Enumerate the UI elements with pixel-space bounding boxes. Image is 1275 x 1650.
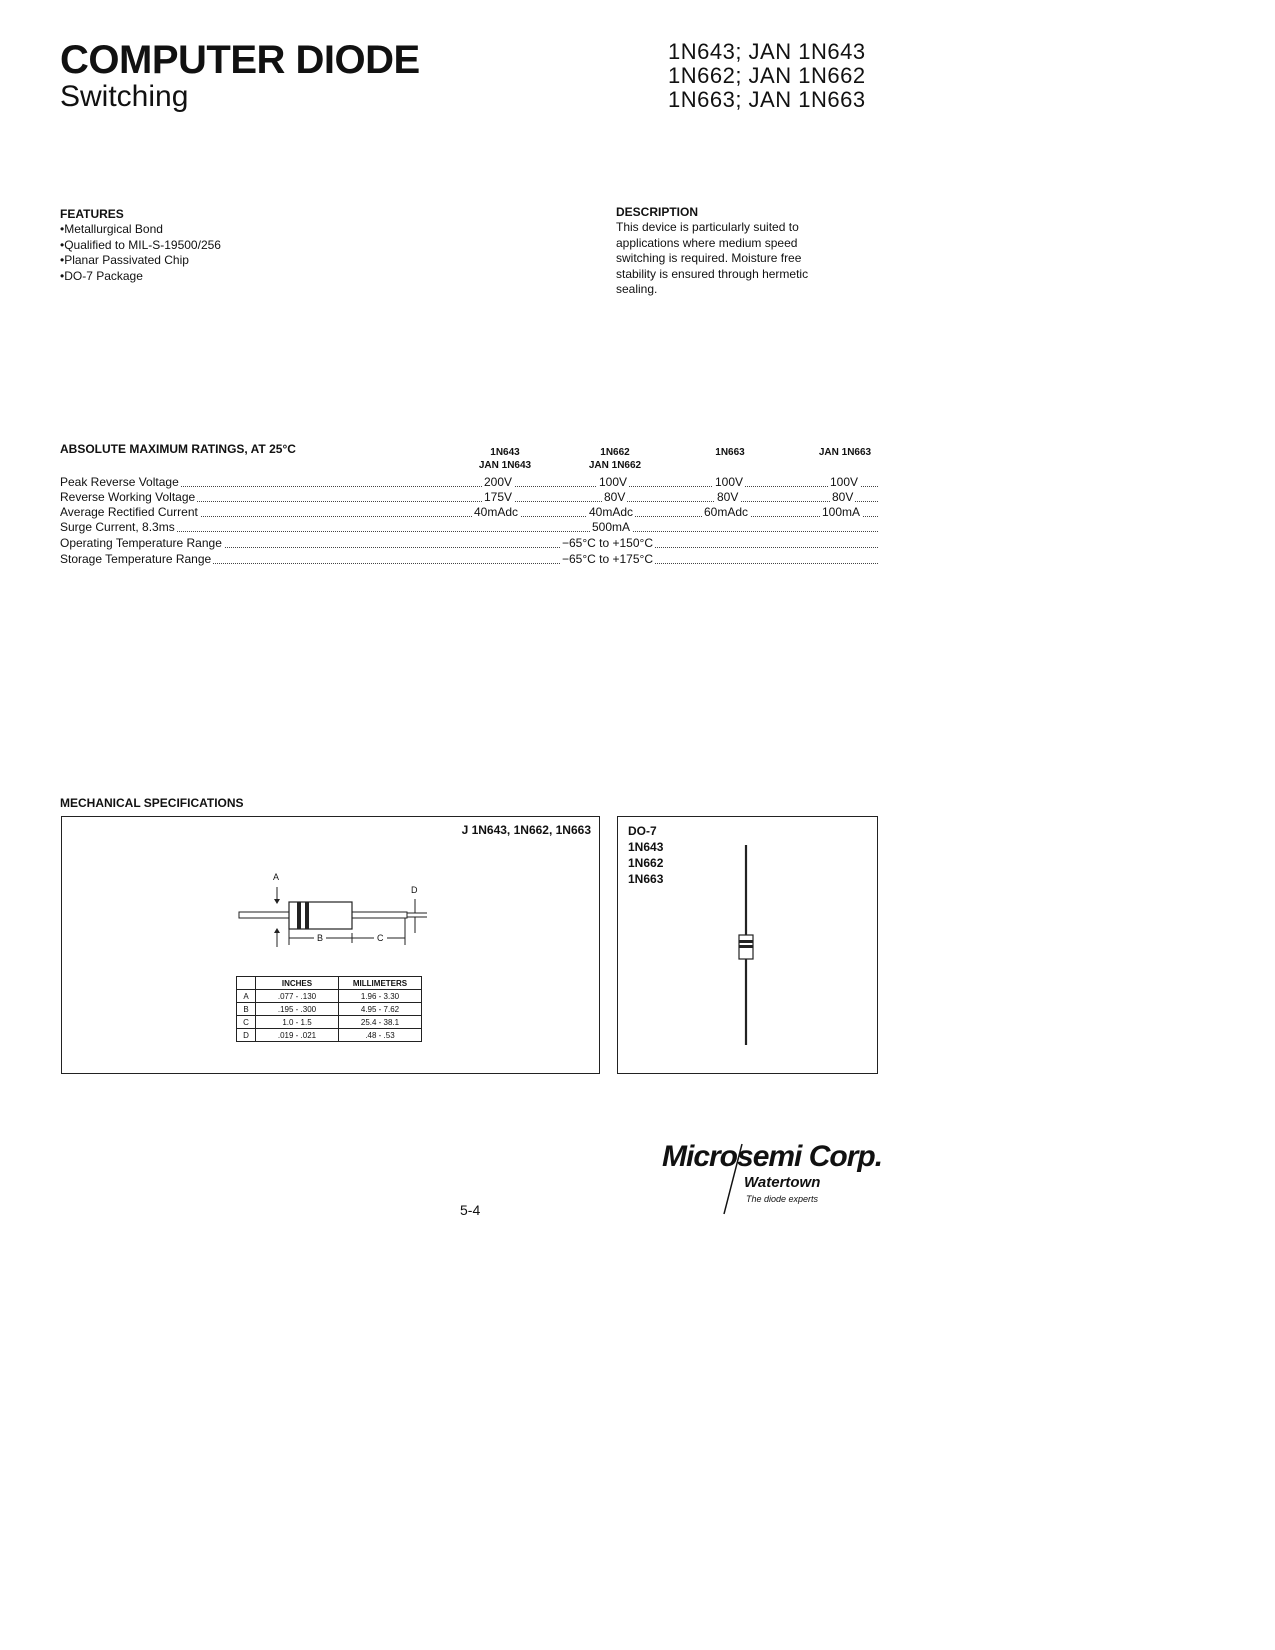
rating-value: 40mAdc — [474, 505, 519, 519]
inches-value: 1.0 - 1.5 — [256, 1016, 339, 1029]
rating-value: 80V — [717, 490, 739, 504]
features-heading: FEATURES — [60, 207, 124, 221]
column-header-line: 1N663 — [715, 447, 745, 458]
millimeters-value: .48 - .53 — [339, 1029, 422, 1042]
ratings-column-header — [805, 446, 885, 459]
table-row — [237, 990, 422, 1003]
feature-item: • DO-7 Package — [60, 269, 360, 285]
ratings-section — [60, 442, 880, 572]
mechanical-heading: MECHANICAL SPECIFICATIONS — [60, 796, 244, 810]
description-line: applications where medium speed — [616, 235, 798, 250]
column-header-line: JAN 1N663 — [818, 447, 872, 458]
rating-value: 100V — [830, 475, 859, 489]
rating-value: 175V — [484, 490, 513, 504]
rating-value: 80V — [604, 490, 626, 504]
description-line: This device is particularly suited to — [616, 220, 799, 234]
package-label: DO-7 — [628, 824, 657, 838]
dimension-letter: D — [237, 1029, 256, 1042]
column-header-inches: INCHES — [256, 977, 339, 990]
rating-label: Reverse Working Voltage — [60, 490, 196, 504]
ratings-column-header — [575, 446, 655, 472]
company-logo — [662, 1140, 882, 1220]
ratings-row — [60, 475, 878, 490]
company-tagline: The diode experts — [746, 1194, 819, 1204]
ratings-column-header — [465, 446, 545, 472]
description-line: switching is required. Moisture free — [616, 251, 802, 265]
column-header-line: JAN 1N643 — [478, 460, 532, 471]
part-number: 1N662; JAN 1N662 — [668, 63, 866, 88]
ratings-row — [60, 520, 878, 535]
description-line: sealing. — [616, 282, 658, 296]
inches-value: .019 - .021 — [256, 1029, 339, 1042]
column-header-line: 1N643 — [490, 447, 520, 458]
rating-value: 200V — [484, 475, 513, 489]
rating-label: Average Rectified Current — [60, 505, 198, 519]
part-number: 1N643; JAN 1N643 — [668, 39, 866, 64]
dimension-drawing-box — [61, 816, 600, 1074]
table-row — [237, 1003, 422, 1016]
millimeters-value: 1.96 - 3.30 — [339, 990, 422, 1003]
rating-label: Storage Temperature Range — [60, 552, 212, 566]
page-title: COMPUTER DIODE — [60, 38, 420, 82]
description-section — [616, 205, 856, 298]
feature-item: • Metallurgical Bond — [60, 222, 360, 238]
company-city: Watertown — [744, 1174, 821, 1191]
diode-package-drawing — [618, 817, 877, 1073]
ratings-column-header — [690, 446, 770, 459]
rating-value: 100V — [599, 475, 628, 489]
package-label: 1N663 — [628, 872, 664, 886]
page-number: 5-4 — [460, 1202, 481, 1218]
dimension-letter-b: B — [314, 933, 326, 943]
rating-value: 500mA — [592, 520, 631, 534]
rating-value: 100mA — [822, 505, 861, 519]
dimension-letter: B — [237, 1003, 256, 1016]
ratings-row — [60, 490, 878, 505]
ratings-heading: ABSOLUTE MAXIMUM RATINGS, AT 25°C — [60, 442, 296, 456]
inches-value: .195 - .300 — [256, 1003, 339, 1016]
dimension-letter-a: A — [273, 872, 280, 882]
dimension-letter: A — [237, 990, 256, 1003]
description-text — [616, 220, 856, 298]
features-section — [60, 207, 360, 284]
rating-label: Peak Reverse Voltage — [60, 475, 179, 489]
column-header-line: JAN 1N662 — [588, 460, 642, 471]
ratings-row — [60, 536, 878, 551]
rating-value: 60mAdc — [704, 505, 749, 519]
column-header-millimeters: MILLIMETERS — [339, 977, 422, 990]
page-subtitle: Switching — [60, 80, 189, 113]
millimeters-value: 25.4 - 38.1 — [339, 1016, 422, 1029]
description-line: stability is ensured through hermetic — [616, 266, 809, 281]
package-label: 1N643 — [628, 840, 664, 854]
rating-value: −65°C to +150°C — [562, 536, 653, 550]
table-row — [237, 1029, 422, 1042]
feature-item: • Planar Passivated Chip — [60, 253, 360, 269]
package-outline-box — [617, 816, 878, 1074]
rating-value: 100V — [715, 475, 744, 489]
rating-value: 80V — [832, 490, 854, 504]
description-heading: DESCRIPTION — [616, 205, 699, 219]
part-number-list — [668, 40, 866, 112]
rating-value: −65°C to +175°C — [562, 552, 653, 566]
millimeters-value: 4.95 - 7.62 — [339, 1003, 422, 1016]
part-number: 1N663; JAN 1N663 — [668, 87, 866, 112]
dimension-letter: C — [237, 1016, 256, 1029]
company-name: Microsemi Corp. — [662, 1140, 883, 1173]
inches-value: .077 - .130 — [256, 990, 339, 1003]
package-label: 1N662 — [628, 856, 664, 870]
rating-label: Surge Current, 8.3ms — [60, 520, 175, 534]
dimension-letter-c: C — [374, 933, 387, 943]
rating-label: Operating Temperature Range — [60, 536, 222, 550]
ratings-row — [60, 552, 878, 567]
feature-item: • Qualified to MIL-S-19500/256 — [60, 238, 360, 254]
table-row — [237, 1016, 422, 1029]
rating-value: 40mAdc — [589, 505, 634, 519]
drawing-part-label: J 1N643, 1N662, 1N663 — [461, 823, 591, 837]
dimension-letter-d: D — [411, 885, 418, 895]
diode-dimension-drawing — [62, 817, 599, 977]
ratings-row — [60, 505, 878, 520]
column-header-line: 1N662 — [600, 447, 630, 458]
dimension-table — [236, 976, 422, 1042]
dimension-table-header — [237, 977, 422, 990]
